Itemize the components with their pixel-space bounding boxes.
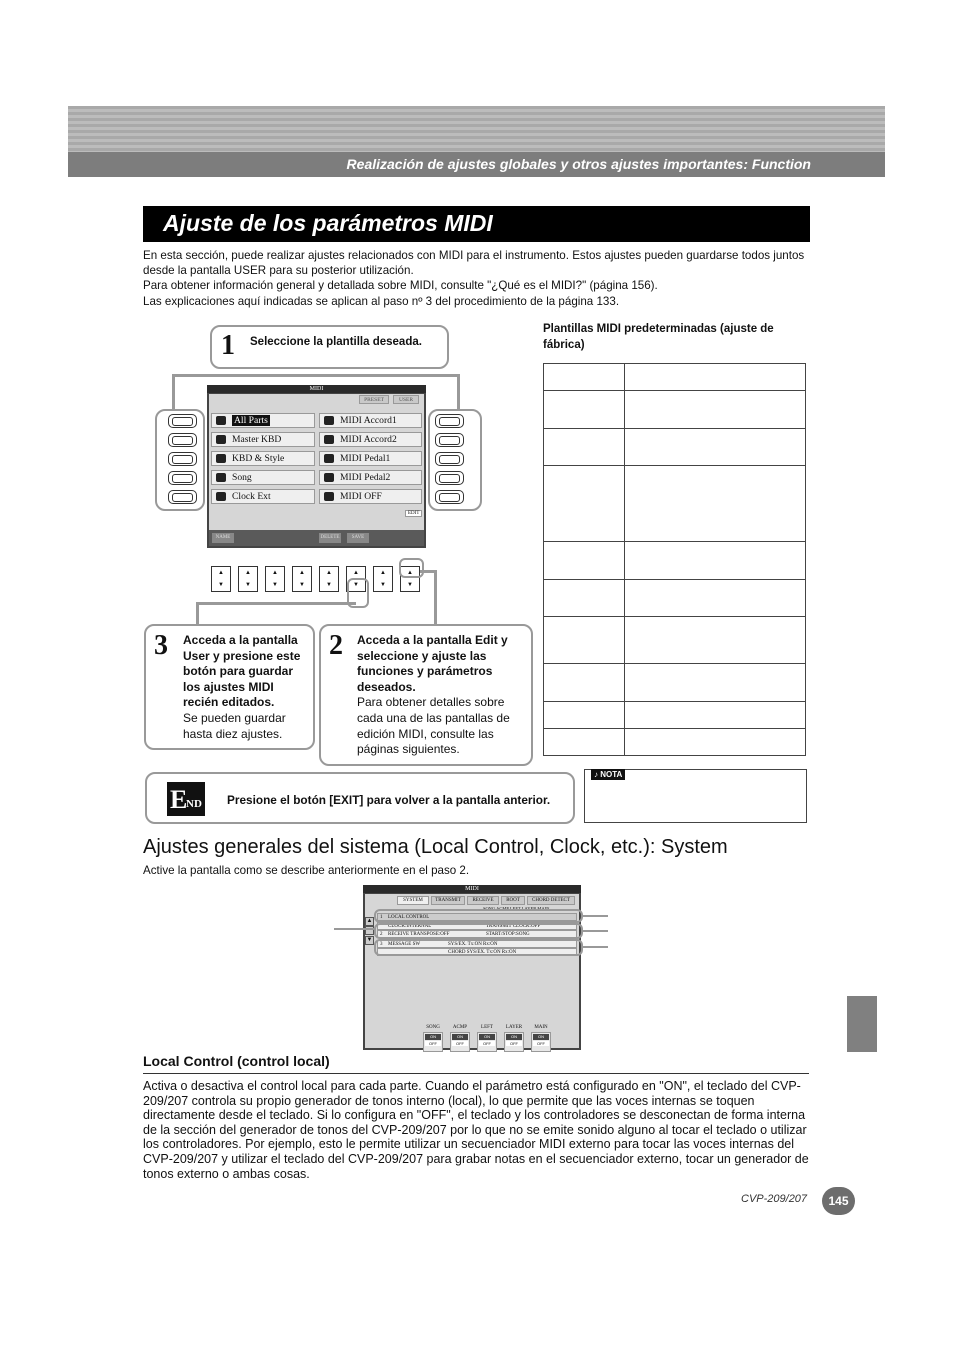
callout-line	[583, 946, 608, 948]
tab-system[interactable]: SYSTEM	[397, 896, 429, 905]
updown-button-4[interactable]: ▲ ▼	[292, 566, 312, 592]
tab-preset[interactable]: PRESET	[359, 395, 389, 404]
end-icon: E ND	[167, 782, 205, 816]
part-toggle[interactable]: ON OFF	[450, 1032, 470, 1052]
tab-chord-detect[interactable]: CHORD DETECT	[527, 896, 575, 905]
table-row	[544, 580, 806, 617]
updown-button-3[interactable]: ▲ ▼	[265, 566, 285, 592]
template-icon	[324, 416, 334, 425]
screen-button-e[interactable]	[168, 490, 197, 504]
part-label: MAIN	[534, 1025, 548, 1030]
tab-transmit[interactable]: TRANSMIT	[431, 896, 465, 905]
template-item[interactable]: Song	[211, 470, 315, 485]
part-label: LEFT	[481, 1025, 493, 1030]
template-item[interactable]: MIDI OFF	[319, 489, 422, 504]
template-icon	[216, 454, 226, 463]
running-title: Realización de ajustes globales y otros ajustes importantes: Function	[346, 156, 811, 172]
step-2-bold: Acceda a la pantalla Edit y seleccione y ajuste las funciones y parámetros deseados.	[357, 633, 508, 694]
template-item[interactable]: MIDI Pedal1	[319, 451, 422, 466]
screen-button-b[interactable]	[168, 433, 197, 447]
template-icon	[324, 473, 334, 482]
midi-screen-footer	[209, 530, 424, 546]
screen-button-j[interactable]	[435, 490, 464, 504]
system-row[interactable]: CLOCK:INTERNAL TRANSMIT CLOCK:OFF	[377, 922, 577, 930]
section-title-bar	[143, 206, 810, 242]
local-control-text: Activa o desactiva el control local para cada parte. Cuando el parámetro está configurado en "ON", el teclado del CVP-209/207 controla su propio generador de tonos interno (local), lo que permite que las voces internas se toquen directamente desde el teclado. Si lo configura en "OFF", el teclado y los controladores se desconectan de forma interna de la sección del generador de tonos del CVP-209/207 por lo que no se emite sonido alguno al tocar el teclado o utilizar los controladores. Por ejemplo, esto le permite utilizar un secuenciador MIDI externo para tocar las voces internas del CVP-209/207 y utilizar el teclado del CVP-209/207 para grabar notas en el secuenciador externo, tocar un generador de tonos externo o ambas cosas.	[143, 1079, 809, 1181]
table-cell	[625, 702, 806, 729]
part-label: ACMP	[452, 1025, 468, 1030]
running-header	[68, 152, 885, 177]
system-row[interactable]: 1 LOCAL CONTROL	[377, 913, 577, 921]
table-row	[544, 664, 806, 702]
highlight-bracket	[374, 923, 583, 939]
table-cell	[625, 429, 806, 466]
screen-button-a[interactable]	[168, 414, 197, 428]
table-cell	[625, 364, 806, 391]
connector-line	[196, 602, 199, 626]
table-cell	[625, 617, 806, 664]
highlight-bracket	[347, 578, 369, 608]
table-cell	[544, 364, 625, 391]
part-label: LAYER	[505, 1025, 523, 1030]
midi-screen-body	[209, 394, 424, 546]
delete-button[interactable]: DELETE	[319, 533, 341, 543]
table-row	[544, 466, 806, 542]
screen-button-i[interactable]	[435, 471, 464, 485]
table-cell	[544, 729, 625, 756]
step-2-text	[357, 633, 527, 758]
part-toggle[interactable]: ON OFF	[531, 1032, 551, 1052]
table-cell	[544, 542, 625, 580]
system-screen-title: MIDI	[363, 885, 581, 893]
template-icon	[324, 492, 334, 501]
local-control-heading: Local Control (control local)	[143, 1053, 809, 1074]
section-title: Ajuste de los parámetros MIDI	[163, 210, 493, 236]
table-cell	[544, 617, 625, 664]
footer-model: CVP-209/207	[741, 1193, 808, 1205]
header-decoration	[68, 106, 885, 152]
screen-button-h[interactable]	[435, 452, 464, 466]
system-section-title: Ajustes generales del sistema (Local Control, Clock, etc.): System	[143, 836, 728, 858]
nota-box	[584, 769, 807, 823]
connector-line	[172, 374, 175, 410]
page-number: 145	[822, 1187, 855, 1215]
table-cell	[544, 580, 625, 617]
table-cell	[625, 580, 806, 617]
templates-table-title: Plantillas MIDI predeterminadas (ajuste de fábrica)	[543, 323, 774, 351]
template-item[interactable]: Master KBD	[211, 432, 315, 447]
template-icon	[324, 435, 334, 444]
updown-button-6[interactable]: ▲ ▼	[346, 566, 366, 592]
template-item[interactable]: MIDI Accord1	[319, 413, 422, 428]
part-label: SONG	[426, 1025, 440, 1030]
updown-button-5[interactable]: ▲ ▼	[319, 566, 339, 592]
table-cell	[544, 664, 625, 702]
tab-receive[interactable]: RECEIVE	[467, 896, 499, 905]
table-cell	[544, 391, 625, 429]
screen-button-f[interactable]	[435, 414, 464, 428]
screen-button-g[interactable]	[435, 433, 464, 447]
highlight-bracket	[374, 939, 583, 956]
updown-button-2[interactable]: ▲ ▼	[238, 566, 258, 592]
edit-button[interactable]: EDIT	[405, 510, 422, 517]
callout-line	[334, 928, 374, 930]
template-item[interactable]: MIDI Pedal2	[319, 470, 422, 485]
step-3-text	[183, 633, 309, 742]
system-row[interactable]: 2 RECEIVE TRANSPOSE:OFF START/STOP:SONG	[377, 930, 577, 938]
template-item[interactable]: MIDI Accord2	[319, 432, 422, 447]
template-item[interactable]: Clock Ext	[211, 489, 315, 504]
midi-screen	[207, 385, 426, 548]
step-3-detail: Se pueden guardar hasta diez ajustes.	[183, 710, 286, 741]
table-cell	[625, 542, 806, 580]
table-row	[544, 702, 806, 729]
step-number: 3	[154, 630, 168, 661]
table-cell	[625, 729, 806, 756]
table-cell	[544, 702, 625, 729]
step-number: 2	[329, 630, 343, 661]
template-icon	[216, 473, 226, 482]
save-button[interactable]: SAVE	[347, 533, 369, 543]
table-row	[544, 364, 806, 391]
callout-line	[583, 915, 608, 917]
highlight-bracket	[399, 558, 424, 578]
template-icon	[324, 454, 334, 463]
template-item[interactable]: All Parts	[211, 413, 315, 428]
parts-header: SONG ACMP LEFT LAYER MAIN	[483, 906, 550, 911]
midi-screen-title: MIDI	[207, 385, 426, 393]
step-2-detail: Para obtener detalles sobre cada una de las pantallas de edición MIDI, consulte las páginas siguientes.	[357, 695, 510, 757]
step-3-box	[144, 624, 315, 750]
intro-text	[143, 248, 813, 309]
part-toggle[interactable]: ON OFF	[423, 1032, 443, 1052]
table-cell	[625, 391, 806, 429]
chapter-tab	[847, 996, 877, 1052]
part-toggle[interactable]: ON OFF	[504, 1032, 524, 1052]
connector-line	[172, 374, 460, 377]
updown-button-8[interactable]: ▲ ▼	[400, 566, 420, 592]
connector-line	[196, 602, 356, 605]
template-icon	[216, 435, 226, 444]
step-number: 1	[221, 330, 235, 361]
intro-paragraph: Las explicaciones aquí indicadas se aplican al paso nº 3 del procedimiento de la página 133.	[143, 294, 620, 308]
template-icon	[216, 416, 226, 425]
table-row	[544, 617, 806, 664]
intro-paragraph: Para obtener información general y detallada sobre MIDI, consulte "¿Qué es el MIDI?" (página 156).	[143, 279, 658, 293]
connector-line	[457, 374, 460, 410]
nota-badge: ♪ NOTA	[591, 769, 625, 780]
template-item[interactable]: KBD & Style	[211, 451, 315, 466]
intro-paragraph: En esta sección, puede realizar ajustes relacionados con MIDI para el instrumento. Estos ajustes pueden guardarse todos juntos desde la pantalla USER para su posterior utilización.	[143, 249, 805, 278]
updown-button-1[interactable]: ▲ ▼	[211, 566, 231, 592]
connector-line	[434, 570, 437, 626]
step-3-bold: Acceda a la pantalla User y presione este botón para guardar los ajustes MIDI recién editados.	[183, 633, 301, 710]
part-toggle[interactable]: ON OFF	[477, 1032, 497, 1052]
screen-button-d[interactable]	[168, 471, 197, 485]
table-row	[544, 429, 806, 466]
table-row	[544, 391, 806, 429]
system-row[interactable]: CHORD SYS/EX. Tx:ON Rx:ON	[377, 948, 577, 956]
highlight-bracket	[374, 909, 583, 923]
table-cell	[625, 664, 806, 702]
screen-button-c[interactable]	[168, 452, 197, 466]
updown-button-7[interactable]: ▲ ▼	[373, 566, 393, 592]
system-row[interactable]: 3 MESSAGE SW SYS/EX. Tx:ON Rx:ON	[377, 940, 577, 948]
step-1-box	[210, 325, 449, 369]
templates-table	[543, 363, 806, 756]
tab-user[interactable]: USER	[393, 395, 419, 404]
table-cell	[544, 429, 625, 466]
table-cell	[625, 466, 806, 542]
callout-line	[583, 930, 608, 932]
scroll-down-icon[interactable]: ▼	[366, 937, 373, 943]
tab-root[interactable]: ROOT	[501, 896, 525, 905]
end-note-text: Presione el botón [EXIT] para volver a la pantalla anterior.	[227, 793, 551, 807]
step-2-box	[319, 624, 533, 766]
end-note-box	[145, 772, 575, 824]
table-cell	[544, 466, 625, 542]
name-button[interactable]: NAME	[212, 533, 234, 543]
table-row	[544, 542, 806, 580]
table-row	[544, 729, 806, 756]
system-section-subtitle: Active la pantalla como se describe anteriormente en el paso 2.	[143, 864, 470, 877]
template-icon	[216, 492, 226, 501]
scroll-up-icon[interactable]: ▲	[366, 918, 373, 924]
step-1-text: Seleccione la plantilla deseada.	[250, 336, 422, 348]
